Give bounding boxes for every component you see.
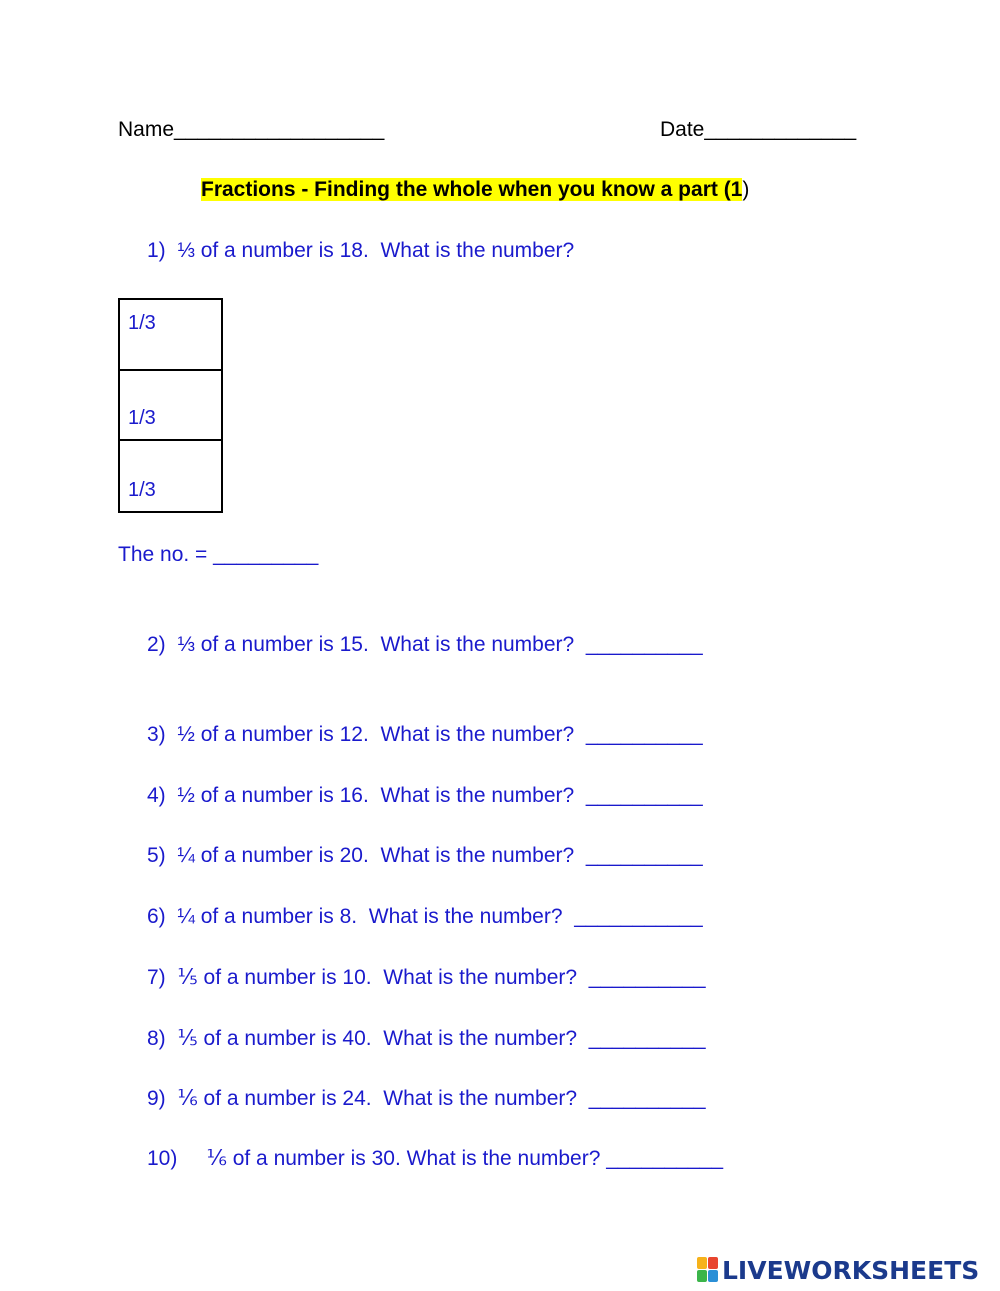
- logo-blocks-icon: [697, 1257, 719, 1283]
- logo-wordmark: LIVEWORKSHEETS: [722, 1255, 980, 1285]
- question-3[interactable]: 3) ½ of a number is 12. What is the number? __________: [147, 723, 703, 746]
- title-highlighted-text: Fractions - Finding the whole when you know a part (1: [201, 178, 743, 201]
- date-field-label: Date_____________: [660, 118, 857, 141]
- question-9[interactable]: 9) ⅙ of a number is 24. What is the number? __________: [147, 1087, 706, 1110]
- fraction-bar-model: [118, 298, 223, 513]
- question-10[interactable]: 10) ⅙ of a number is 30. What is the number? __________: [147, 1147, 724, 1170]
- question-4[interactable]: 4) ½ of a number is 16. What is the number? __________: [147, 784, 703, 807]
- question-1: 1) ⅓ of a number is 18. What is the number?: [147, 239, 575, 262]
- fraction-cell: [120, 441, 221, 511]
- fraction-cell: [120, 300, 221, 371]
- fraction-cell-label: 1/3: [128, 407, 156, 429]
- fraction-cell-label: 1/3: [128, 479, 156, 501]
- fraction-cell-label: 1/3: [128, 312, 156, 334]
- liveworksheets-logo: [697, 1253, 979, 1287]
- question-6[interactable]: 6) ¼ of a number is 8. What is the number? ___________: [147, 905, 703, 928]
- question-5[interactable]: 5) ¼ of a number is 20. What is the number? __________: [147, 844, 703, 867]
- question-7[interactable]: 7) ⅕ of a number is 10. What is the number? __________: [147, 966, 706, 989]
- question-2[interactable]: 2) ⅓ of a number is 15. What is the number? __________: [147, 633, 703, 656]
- question-8[interactable]: 8) ⅕ of a number is 40. What is the number? __________: [147, 1027, 706, 1050]
- question-1-answer-field[interactable]: The no. = _________: [118, 543, 319, 566]
- name-field-label: Name__________________: [118, 118, 385, 141]
- worksheet-title: [201, 178, 749, 202]
- title-tail: ): [742, 178, 750, 201]
- fraction-cell: [120, 371, 221, 441]
